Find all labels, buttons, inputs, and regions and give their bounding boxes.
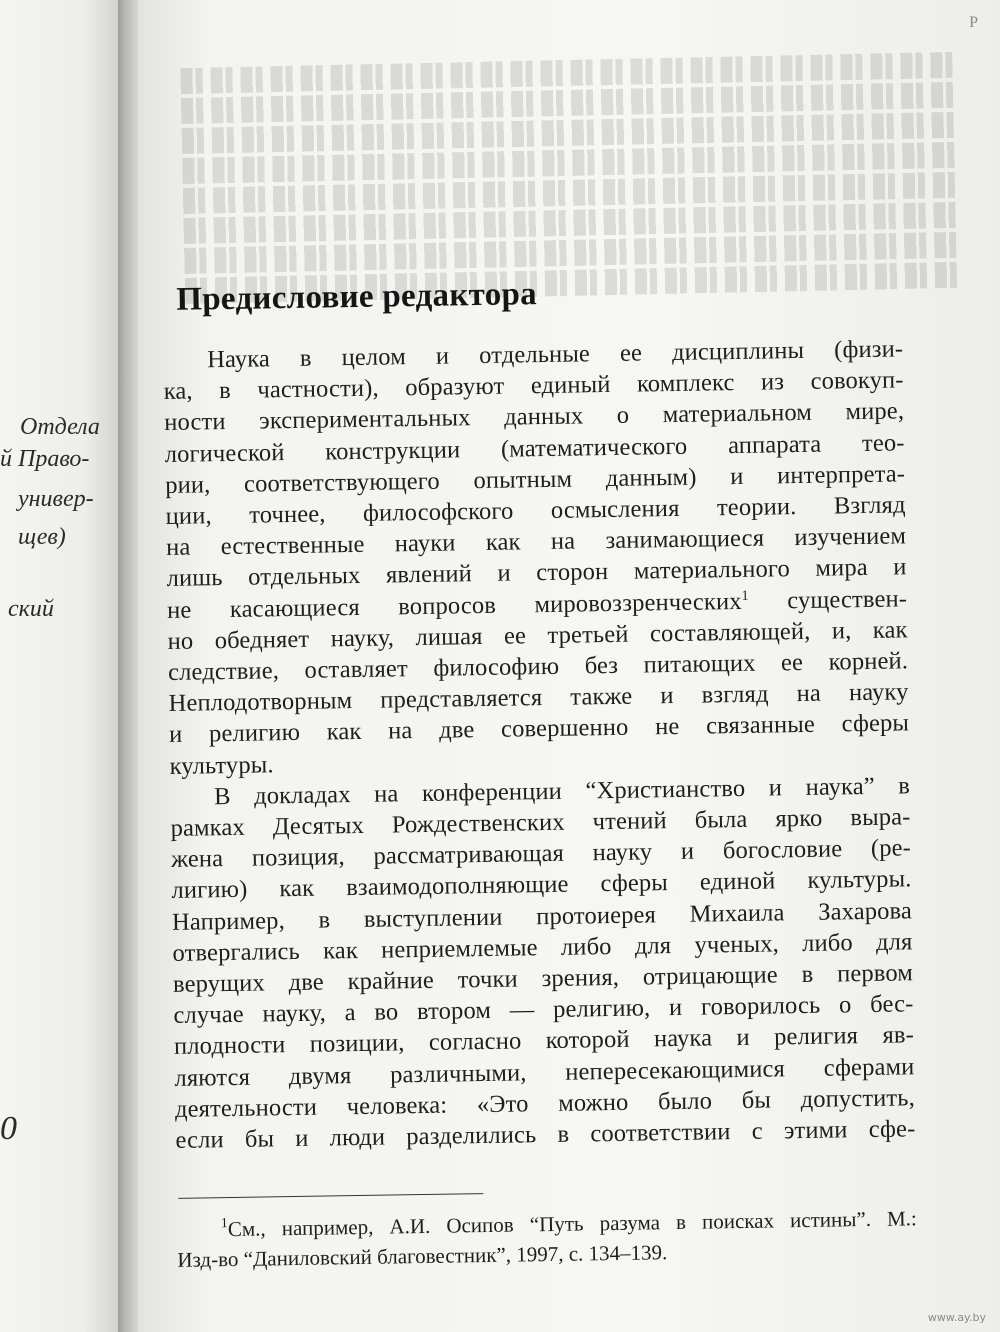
text-segment: существен- [748, 584, 908, 615]
text-line: Наука в целом и отдельные ее дисциплины (физи- [207, 335, 904, 374]
text-line: культуры. [169, 750, 274, 780]
footnote-text: См., например, А.И. Осипов “Путь разума в поисках истины”. М.: [227, 1206, 917, 1242]
text-line: следствие, оставляет философию без питающих ее корней. [167, 647, 909, 686]
text-line: Неплодотворным представляется также и взгляд на науку [168, 678, 909, 718]
text-line: на естественные науки как на занимающиеся изучением [165, 522, 907, 562]
facing-page-fragment: ский [8, 596, 54, 622]
text-line: В докладах на конференции “Христианство и наука” в [213, 772, 911, 811]
watermark: www.ay.by [927, 1311, 986, 1324]
facing-page [0, 0, 122, 1332]
facing-page-fragment: й Право- [0, 446, 90, 472]
text-line: лигию) как взаимодополняющие сферы единой культуры. [171, 865, 912, 905]
page-content [162, 270, 926, 1275]
text-line: но обедняет науку, лишая ее третьей составляющей, и, как [167, 616, 908, 655]
footnote-mark: 1 [220, 1216, 228, 1232]
text-line: лишь отдельных явлений и сторон материального мира и [166, 553, 907, 593]
text-line: рии, соответствующего опытным данным) и интерпрета- [164, 460, 906, 499]
footnote-separator [178, 1193, 483, 1199]
footnote-reference: 1 [741, 588, 749, 604]
book-gutter [118, 0, 140, 1332]
paragraph-1 [163, 333, 918, 782]
text-line: случае науку, а во втором — религию, и говорилось о бес- [173, 990, 914, 1030]
text-line: ции, точнее, философского осмысления теории. Взгляд [165, 491, 906, 530]
corner-mark: Р [969, 14, 978, 31]
text-line: ности экспериментальных данных о материальном мире, [164, 397, 905, 437]
text-line: рамках Десятых Рождественских чтений была ярко выра- [170, 803, 911, 842]
text-segment: не касающиеся вопросов мировоззренческих [166, 587, 742, 624]
footnote [177, 1203, 926, 1275]
facing-page-fragment: 0 [0, 1110, 17, 1147]
facing-page-fragment: щев) [18, 524, 66, 550]
text-line: верущих две крайние точки зрения, отрицающие в первом [172, 959, 914, 998]
facing-page-fragment: Отдела [20, 414, 100, 440]
text-line: ляются двумя различными, непересекающимися сферами [174, 1052, 915, 1092]
footnote-line: Изд-во “Даниловский благовестник”, 1997, с. 134–139. [177, 1240, 668, 1273]
text-line: ка, в частности), образуют единый комплекс из совокуп- [163, 366, 904, 406]
text-line: жена позиция, рассматривающая науку и богословие (ре- [170, 834, 912, 874]
text-line: логической конструкции (математического аппарата тео- [164, 428, 905, 468]
facing-page-fragment: универ- [18, 486, 94, 512]
section-title: Предисловие редактора [175, 276, 538, 318]
text-line: отвергались как неприемлемые либо для ученых, либо для [172, 928, 913, 967]
text-line: Например, в выступлении протоиерея Михаила Захарова [171, 896, 913, 936]
text-line: если бы и люди разделились в соответствии с этими сфе- [175, 1115, 916, 1154]
text-line: плодности позиции, согласно которой наука и религия яв- [173, 1021, 915, 1061]
text-line: деятельности человека: «Это можно было бы допустить, [174, 1084, 916, 1123]
text-line: и религию как на две совершенно не связанные сферы [168, 709, 910, 749]
paragraph-2 [170, 770, 924, 1156]
